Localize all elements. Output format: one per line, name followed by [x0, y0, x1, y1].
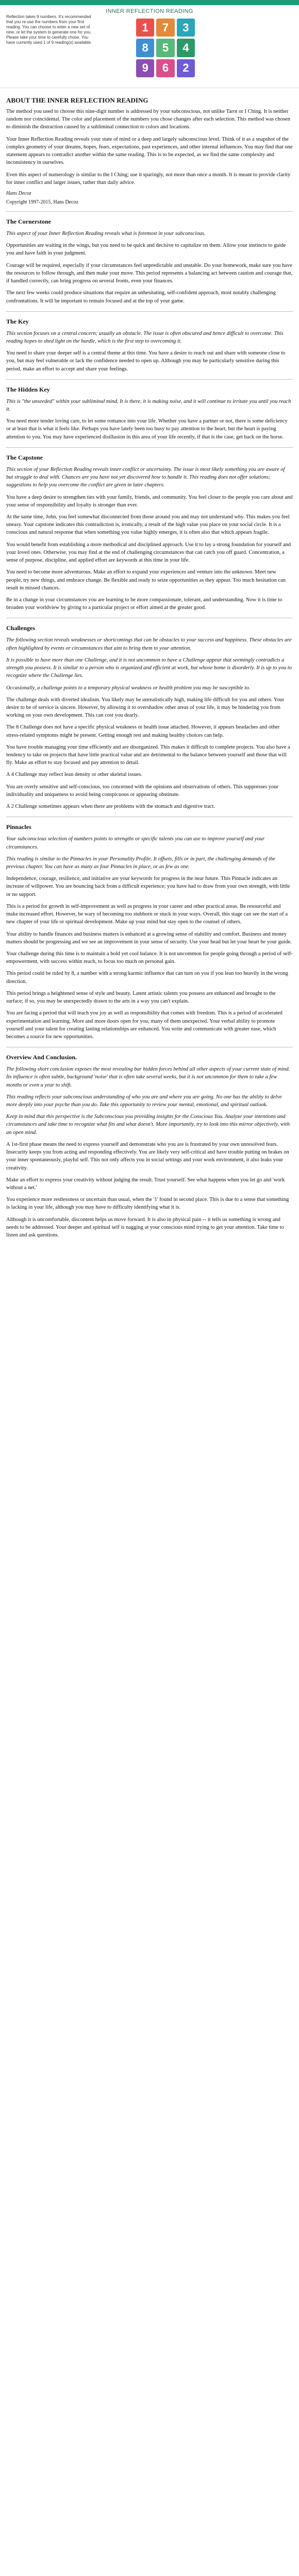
section-divider — [6, 311, 293, 312]
capstone-paragraph: At the same time, John, you feel somewhat disconnected from those around you and may not understand why. This makes you feel uneasy. Your capstone indicates this contradiction is, ironically, a result of the high value you place on your social circle. It is a conscious and natural response that when something you value highly emerges, it is often also that which appears fragile. — [6, 514, 290, 536]
section-divider — [6, 211, 293, 212]
number-grid — [136, 19, 195, 77]
pinnacles-paragraph: This period could be ruled by 8, a number with a strong karmic influence that can turn on you if you lean too heavily in the wrong direction. — [6, 971, 288, 985]
cornerstone-paragraph: The next few weeks could produce situations that require an unhesitating, self-confident approach, most notably challenging confrontations. It will be important to remain focused and at the top of your game. — [6, 290, 276, 304]
capstone-paragraph: You need to become more adventurous. Make an effort to expand your experiences and venture into the unknown. Meet new people, try new things, and embrace change. Be flexible and ready to seize opportunities as they appear. Too much hesitation can result in missed chances. — [6, 569, 286, 591]
capstone-paragraph: This section of your Reflection Reading reveals inner conflict or uncertainty. The issue is most likely something you are aware of but struggle to deal with. Chances are you have not yet discovered how to handle it. This reading does not offer solutions; suggestions to help you overcome the conflict are given in later chapters. — [6, 466, 285, 488]
grid-number[interactable]: 3 — [177, 19, 195, 37]
pinnacles-title: Pinnacles — [6, 823, 31, 831]
article-paragraph: Even this aspect of numerology is similar to the I Ching; use it sparingly, not more than once a month. It is meant to provide clarity for inner conflict and larger issues, rather than daily advice. — [6, 172, 291, 185]
challenges-paragraph: The following section reveals weaknesses or shortcomings that can be obstacles to your success and happiness. These obstacles are often highlighted by events or circumstances that aim to bring them to your attention. — [6, 637, 292, 651]
grid-number[interactable]: 6 — [156, 59, 174, 77]
overview-paragraph: This reading reflects your subconscious understanding of who you are and where you are going. No one has the ability to delve more deeply into your psyche than you do. Take this opportunity to review your mental, emotional, and spiritual outlook. — [6, 1094, 282, 1108]
challenges-paragraph: You have trouble managing your time efficiently and are disorganized. This makes it difficult to complete projects. You also have a tendency to take on projects that have little practical value and are detrimental to the balance between yourself and those that will fly. Make an effort to stay focused and pay attention to detail. — [6, 744, 290, 766]
grid-number[interactable]: 1 — [136, 19, 154, 37]
capstone-paragraph: You have a deep desire to strengthen ties with your family, friends, and community. You feel closer to the people you care about and your sense of responsibility and loyalty is stronger than ever. — [6, 494, 293, 508]
reading-title: INNER REFLECTION READING — [106, 8, 193, 14]
grid-number[interactable]: 9 — [136, 59, 154, 77]
hidden-key-paragraph: You need more tender loving care, to let some romance into your life. Whether you have a partner or not, there is some deficiency or at least that is what it feels like. Perhaps you have lately been too busy to pay attention to the heart, but the heart is paying attention to you. You may have experienced disillusion in this area of your life recently, if that is the case, get back on the horse. — [6, 418, 288, 440]
pinnacles-paragraph: Your subconscious selection of numbers points to strengths or specific talents you can use to improve yourself and your circumstances. — [6, 836, 265, 850]
article-title: ABOUT THE INNER REFLECTION READING — [6, 96, 148, 104]
overview-paragraph: You experience more restlessness or uncertain than usual, when the '1' found in second place. This is due to a sense that something is lacking in your life, although you may have to difficulty identifying what it is. — [6, 1197, 289, 1211]
challenges-paragraph: A 4 Challenge may reflect lean density or other skeletal issues. — [6, 772, 142, 778]
pinnacles-paragraph: Your ability to handle finances and business matters is enhanced at a growing sense of stability and comfort. Business and money matters should be progressing and we see an improvement in your sense of security. Use your head but let your heart be your guide. — [6, 931, 292, 945]
reading-header — [0, 5, 299, 88]
overview-title: Overview And Conclusion. — [6, 1054, 77, 1061]
reading-document — [0, 96, 299, 1239]
pinnacles-paragraph: This is a period for growth in self-improvement as well as progress in your career and other practical areas. Be resourceful and make increased effort. However, be wary of becoming too stubborn or stuck in your ways. Overall, this stage can see the start of a new chapter of your life or spiritual development. Make up your mind but stay open to the counsel of others. — [6, 903, 288, 925]
key-paragraph: This section focuses on a central concern; usually an obstacle. The issue is often obscured and hence difficult to overcome. This reading hopes to shed light on the hurdle, which is the first step to overcoming it. — [6, 330, 284, 344]
pinnacles-paragraph: This period brings a heightened sense of style and beauty. Latent artistic talents you possess are enhanced and brought to the surface; if so, you may be unexpectedly drawn to the arts in a way you can't explain. — [6, 990, 276, 1005]
cornerstone-paragraph: Opportunities are waiting in the wings, but you need to be quick and decisive to capitalize on them. Allow your instincts to guide you and have faith in your judgment. — [6, 243, 286, 257]
challenges-paragraph: You are overly sensitive and self-conscious, too concerned with the opinions and observations of others. This suppresses your individuality and uniqueness to avoid being conspicuous or appearing obstinate. — [6, 784, 279, 798]
top-accent-bar — [0, 0, 299, 5]
overview-paragraph: Make an effort to express your creativity without judging the result. Trust yourself. See what happens when you let go and 'work without a net.' — [6, 1177, 285, 1191]
grid-number[interactable]: 4 — [177, 39, 195, 57]
key-paragraph: You need to share your deeper self is a central theme at this time. You have a desire to reach out and share with someone close to you, but may feel vulnerable or lack the confidence needed to open up. Although you may be particularly sensitive during this period, make an effort to accept and share your feelings. — [6, 350, 286, 372]
article-paragraph: Your Inner Reflection Reading reveals your state of mind or a deep and largely subconscious level. Think of it as a snapshot of the complex geometry of your dreams, hopes, fears, expectations, past experiences, and other internal influences. You may find that one statement appears to contradict another within the same reading. This is to be expected, as we find the same complexity and inconsistency in ourselves. — [6, 136, 293, 166]
article-paragraph: The method you used to choose this nine-digit number is addressed by your subconscious, not unlike Tarot or I Ching. It is neither random nor coincidental. The color and placement of the numbers you chose changes after each selection. This method was chosen to diminish the distraction caused by a subliminal connection to colors and locations. — [6, 109, 290, 130]
capstone-paragraph: You would benefit from establishing a more methodical and disciplined approach. Use it to lay a strong foundation for yourself and your loved ones. Otherwise, you may find at the end of challenging circumstances that can catch you off guard. Concentration, a sense of purpose, discipline, and applied effort are keywords at this time in your life. — [6, 541, 291, 564]
copyright-line: Copyright 1997-2015, Hans Decoz — [6, 199, 78, 205]
hidden-key-paragraph: This is "the unseeded" within your subliminal mind. It is there, it is making noise, and it will continue to irritate you until you reach it. — [6, 398, 291, 413]
capstone-title: The Capstone — [6, 453, 43, 461]
overview-paragraph: Although it is uncomfortable, discontent helps us move forward. It is also in physical pain -- it tells us something is wrong and needs to be addressed. Your deeper and spiritual self is nagging at your conscious mind trying to get your attention. Take time to listen and ask questions. — [6, 1216, 284, 1239]
cornerstone-paragraph: This aspect of your Inner Reflection Reading reveals what is foremost in your subconscious. — [6, 230, 206, 236]
challenges-title: Challenges — [6, 624, 36, 632]
pinnacles-paragraph: You are facing a period that will teach you joy as well as responsibility that comes with freedom. This is a period of accelerated experimentation and learning. More and more doors open for you, many of them unexpected. Your verbal ability to promote yourself and your talent for creating lasting relationships are enhanced. You write and communicate with greater ease, which becomes a source for new opportunities. — [6, 1010, 283, 1040]
section-divider — [6, 379, 293, 380]
pinnacles-paragraph: Your challenge during this time is to maintain a bold yet cool balance. It is not uncommon for people going through a period of self-empowerment, with success within reach, to focus too much on personal gain. — [6, 951, 293, 965]
challenges-paragraph: A 2 Challenge sometimes appears when there are problems with the stomach and digestive tract. — [6, 804, 215, 810]
grid-number[interactable]: 8 — [136, 39, 154, 57]
overview-paragraph: A 1st-first phase means the need to express yourself and demonstrate who you are is frustrated by your own unresolved fears. Insecurity keeps you from acting and responding effectively. You are likely very self-critical and have trouble putting on brakes on your inner spontaneously, playful self. This not only affects you in social settings and your work environment, it also leaks your creativity. — [6, 1141, 289, 1171]
challenges-paragraph: It is possible to have more than one Challenge, and it is not uncommon to have a Challenge appear that seemingly contradicts a strength you possess. It is similar to a person who is organized and efficient at work, but whose home is disorderly. It is up to you to recognize where the Challenge lies. — [6, 657, 292, 679]
author-name: Hans Decoz — [6, 190, 31, 196]
cornerstone-title: The Cornerstone — [6, 217, 51, 225]
pinnacles-paragraph: This reading is similar to the Pinnacles in your Personality Profile. It offsets, fills or in part, the challenging demands of the previous chapter. You can have as many as four Pinnacles in place, or as few as one. — [6, 856, 275, 870]
grid-number[interactable]: 5 — [156, 39, 174, 57]
grid-number[interactable]: 7 — [156, 19, 174, 37]
challenges-paragraph: The 8 Challenge does not have a specific physical weakness or health issue attached. However, it appears headaches and other stress-related symptoms might be present. Getting enough rest and making healthy choices can help. — [6, 724, 280, 738]
grid-number[interactable]: 2 — [177, 59, 195, 77]
cornerstone-paragraph: Courage will be required, especially if your circumstances feel unpredictable and unstable. Do your homework, make sure you have the resources to follow through, and then make your move. This period represents a balancing act between caution and courage that, if handled correctly, can bring progress on several fronts, even your finances. — [6, 262, 293, 284]
overview-paragraph: The following short conclusion exposes the most revealing bar hidden forces behind all other aspects of your current state of mind. Its influence is often subtle, background 'noise' that is often take several weeks, but it is not uncommon for them to take a few months or even a year to shift. — [6, 1066, 290, 1088]
key-title: The Key — [6, 317, 29, 325]
pinnacles-paragraph: Independence, courage, resilience, and initiative are your keywords for progress in the near future. This Pinnacle indicates an increase of willpower. You are bouncing back from a difficult experience; you have had to draw from your own strength, with little or no support. — [6, 876, 290, 897]
reading-instructions: Reflection takes 9 numbers. It's recommended that you re-use the numbers from your first reading. You can choose to enter a new set of nine, or let the system to generate one for you. Please take your time to carefully chose. You have currently used 1 of 9 reading(s) available. — [6, 14, 93, 45]
section-divider — [6, 447, 293, 448]
hidden-key-title: The Hidden Key — [6, 385, 50, 393]
challenges-paragraph: Occasionally, a challenge points to a temporary physical weakness or health problem you may be susceptible to. — [6, 685, 251, 691]
challenges-paragraph: The challenge deals with diverted idealism. You likely may be unrealistically high, making life difficult for you and others. Your desire to be of service is sincere. However, by allowing it to overshadow other areas of your life, it may be hindering you from working on your own development. This can cost you dearly. — [6, 697, 285, 719]
overview-paragraph: Keep in mind that this perspective is the Subconscious you providing insights for the Conscious You. Analyze your intentions and circumstances and take time to recognize what fits and what doesn't. More importantly, try to look into this mirror objectively, with an open mind. — [6, 1114, 290, 1136]
capstone-paragraph: Be in a change in your circumstances you are learning to be more compassionate, tolerant, and understanding. Now it is time to broaden your worldview by giving to a particular project or effort aimed at the greater good. — [6, 597, 283, 611]
